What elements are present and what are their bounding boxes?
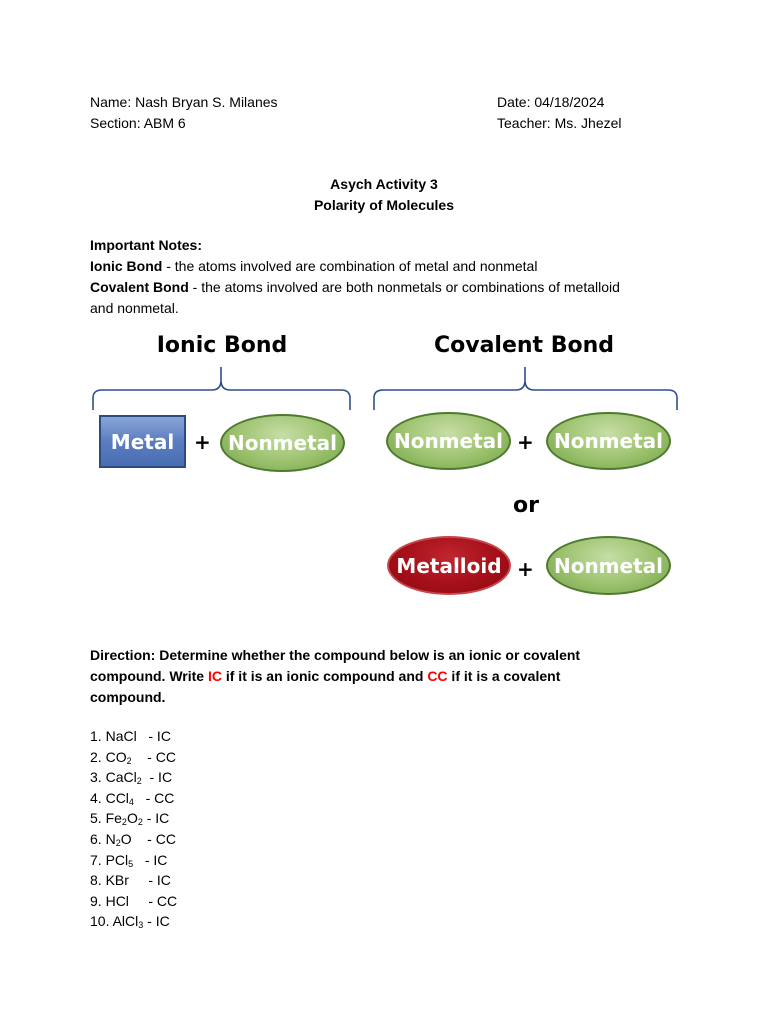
- activity-date: Date: 04/18/2024: [497, 94, 605, 110]
- answer-number: 2.: [90, 748, 106, 765]
- answer-item: [90, 810, 169, 827]
- teacher-name: Teacher: Ms. Jhezel: [497, 115, 622, 131]
- compound-formula: CaCl$_2$: [105, 769, 142, 787]
- answer-item: [90, 769, 172, 786]
- ionic-brace: [93, 367, 350, 410]
- compound-formula: CCl$_4$: [105, 789, 134, 807]
- compound-formula: PCl$_5$: [105, 851, 134, 869]
- compound-formula: HCl: [105, 892, 129, 909]
- answer-code: - CC: [131, 748, 176, 765]
- answer-number: 7.: [90, 851, 106, 868]
- direction-text-b: if it is an ionic compound and: [221, 668, 428, 684]
- answer-number: 3.: [90, 769, 106, 786]
- ionic-bond-title: Ionic Bond: [156, 333, 288, 358]
- plus-sign-covalent: +: [517, 430, 534, 454]
- nonmetal-ellipse-metalloid: Nonmetal: [546, 536, 671, 595]
- direction-line-2: [90, 668, 560, 685]
- brace-lines: [0, 0, 768, 420]
- cc-code: CC: [427, 668, 448, 684]
- compound-formula: $Fe_2O_2$: [105, 810, 143, 828]
- activity-title: Asych Activity 3: [330, 176, 438, 192]
- answer-code: - IC: [136, 728, 171, 744]
- activity-subtitle: Polarity of Molecules: [313, 197, 455, 213]
- covalent-bond-title: Covalent Bond: [433, 333, 615, 358]
- compound-formula: $N_2O$: [105, 831, 132, 848]
- answer-item: [90, 913, 170, 930]
- answer-item: [90, 872, 171, 889]
- ionic-note-definition: - the atoms involved are combination of metal and nonmetal: [162, 258, 538, 274]
- answer-code: - CC: [128, 892, 178, 909]
- direction-line-3: compound.: [90, 689, 166, 705]
- covalent-note-definition: - the atoms involved are both nonmetals or combinations of metalloid: [188, 279, 620, 295]
- answer-item: [90, 831, 176, 848]
- direction-text-a: compound. Write: [90, 668, 208, 684]
- answer-code: - IC: [141, 769, 173, 786]
- nonmetal-ellipse-ionic: Nonmetal: [220, 414, 345, 472]
- answer-number: 10.: [90, 913, 113, 930]
- covalent-brace: [374, 367, 677, 410]
- metal-box: Metal: [99, 415, 186, 468]
- nonmetal-ellipse-covalent-right: Nonmetal: [546, 412, 671, 470]
- answer-item: [90, 790, 174, 807]
- answer-item: [90, 893, 177, 910]
- answer-code: - IC: [143, 913, 170, 930]
- direction-text-c: if it is a covalent: [447, 668, 561, 684]
- answer-code: - CC: [131, 831, 176, 847]
- answer-item: [90, 852, 167, 869]
- answer-number: 1.: [90, 728, 106, 744]
- compound-formula: NaCl: [105, 728, 137, 744]
- compound-formula: AlCl$_3$: [112, 913, 144, 931]
- direction-line-1: Direction: Determine whether the compound below is an ionic or covalent: [90, 647, 581, 663]
- answer-code: - IC: [142, 810, 170, 827]
- answer-item: [90, 749, 176, 766]
- answer-number: 6.: [90, 831, 106, 847]
- answer-number: 4.: [90, 789, 106, 806]
- answer-code: - IC: [133, 851, 168, 868]
- answer-number: 8.: [90, 872, 106, 889]
- compound-formula: KBr: [105, 872, 129, 889]
- student-section: Section: ABM 6: [90, 115, 186, 131]
- ionic-note-term: Ionic Bond: [90, 258, 163, 274]
- or-label: or: [513, 493, 539, 518]
- covalent-note-term: Covalent Bond: [90, 279, 189, 295]
- answer-number: 5.: [90, 810, 106, 827]
- compound-formula: $CO_2$: [105, 748, 132, 766]
- nonmetal-ellipse-covalent-left: Nonmetal: [386, 412, 511, 470]
- notes-heading: Important Notes:: [90, 237, 202, 253]
- answer-item: [90, 728, 171, 745]
- answer-code: - CC: [133, 789, 175, 806]
- answer-code: - IC: [128, 872, 171, 889]
- metalloid-ellipse: Metalloid: [387, 536, 511, 595]
- covalent-note-continued: and nonmetal.: [90, 300, 179, 316]
- ic-code: IC: [207, 668, 222, 684]
- plus-sign-ionic: +: [194, 430, 211, 454]
- plus-sign-metalloid: +: [517, 557, 534, 581]
- answer-number: 9.: [90, 892, 106, 909]
- student-name: Name: Nash Bryan S. Milanes: [90, 94, 278, 110]
